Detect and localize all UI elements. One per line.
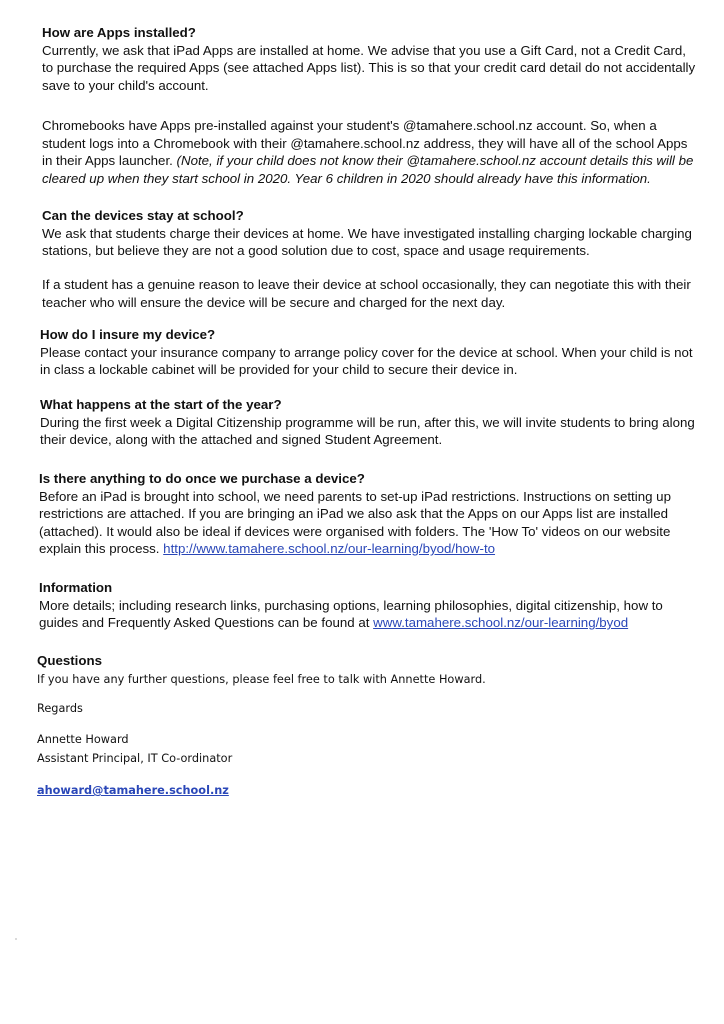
section-heading: How do I insure my device? [40, 327, 216, 342]
how-to-link[interactable]: http://www.tamahere.school.nz/our-learning/byod/how-to [163, 541, 496, 556]
paragraph [42, 225, 724, 260]
signer-role: Assistant Principal, IT Co-ordinator [37, 751, 233, 765]
paragraph [40, 344, 724, 379]
text-line: (attached). It would also be ideal if devices were organised with folders. The 'How To' videos on our website [39, 523, 671, 539]
section-purchase-device [39, 470, 724, 558]
text-line [39, 614, 724, 632]
signature-block [37, 731, 724, 768]
sign-off [37, 700, 724, 719]
signer-name: Annette Howard [37, 733, 129, 746]
text-line: their device, along with the attached and signed Student Agreement. [40, 432, 443, 447]
text-line [39, 540, 724, 558]
note-text: cleared up when they start school in 2020. Year 6 children in 2020 should already have this information. [42, 170, 651, 186]
text-line: Chromebooks have Apps pre-installed against your student's @tamahere.school.nz account. So, when a [42, 118, 657, 133]
text-run: guides and Frequently Asked Questions can be found at [39, 615, 374, 630]
text-line: save to your child's account. [42, 77, 209, 93]
text-line: Please contact your insurance company to arrange policy cover for the device at school. When your child is not [40, 344, 693, 360]
section-insure [40, 326, 724, 379]
byod-link[interactable]: www.tamahere.school.nz/our-learning/byod [373, 615, 629, 630]
scan-speck [15, 938, 17, 940]
section-heading: What happens at the start of the year? [40, 397, 282, 412]
section-heading: How are Apps installed? [42, 25, 196, 40]
text-line: student logs into a Chromebook with their @tamahere.school.nz address, they will have all of the school Apps [42, 135, 688, 151]
text-line: in class a lockable cabinet will be provided for your child to secure their device in. [40, 362, 518, 377]
paragraph [40, 414, 724, 449]
paragraph [42, 117, 724, 187]
paragraph [39, 488, 724, 558]
section-questions [37, 652, 724, 689]
section-heading: Is there anything to do once we purchase a device? [39, 471, 365, 486]
questions-text: If you have any further questions, please feel free to talk with Annette Howard. [37, 672, 486, 686]
text-line: stations, but believe they are not a good solution due to cost, space and usage requirements. [42, 243, 590, 258]
paragraph [42, 42, 724, 95]
paragraph [42, 276, 724, 311]
text-run: explain this process. [39, 541, 164, 556]
text-line: to purchase the required Apps (see attached Apps list). This is so that your credit card detail do not accidentally [42, 60, 696, 75]
text-line: During the first week a Digital Citizenship programme will be run, after this, we will invite students to bring along [40, 414, 695, 430]
section-start-of-year [40, 396, 724, 449]
text-line: More details; including research links, purchasing options, learning philosophies, digital citizenship, how to [39, 597, 663, 613]
contact-email-block [37, 781, 724, 799]
text-line: We ask that students charge their devices at home. We have investigated installing charging lockable charging [42, 225, 692, 241]
text-line: Currently, we ask that iPad Apps are installed at home. We advise that you use a Gift Card, not a Credit Card, [42, 42, 686, 58]
regards-text: Regards [37, 702, 83, 715]
section-apps-installed [42, 24, 724, 94]
note-text: (Note, if your child does not know their @tamahere.school.nz account details this will be [176, 153, 694, 168]
section-chromebooks [42, 117, 724, 187]
section-heading: Can the devices stay at school? [42, 208, 244, 223]
section-devices-stay [42, 207, 724, 260]
text-line: If a student has a genuine reason to leave their device at school occasionally, they can negotiate this with their [42, 277, 691, 292]
text-run: in their Apps launcher. [42, 153, 177, 168]
section-heading: Information [39, 580, 113, 595]
text-line: teacher who will ensure the device will be secure and charged for the next day. [42, 294, 506, 310]
text-line: restrictions are attached. If you are bringing an iPad we also ask that the Apps on our Apps list are installed [39, 506, 669, 521]
section-devices-stay-2 [42, 276, 724, 311]
paragraph [39, 597, 724, 632]
text-line [42, 152, 724, 170]
section-information [39, 579, 724, 632]
section-heading: Questions [37, 653, 103, 668]
email-link[interactable]: ahoward@tamahere.school.nz [37, 784, 229, 797]
text-line: Before an iPad is brought into school, we need parents to set-up iPad restrictions. Instructions on setting up [39, 488, 671, 504]
